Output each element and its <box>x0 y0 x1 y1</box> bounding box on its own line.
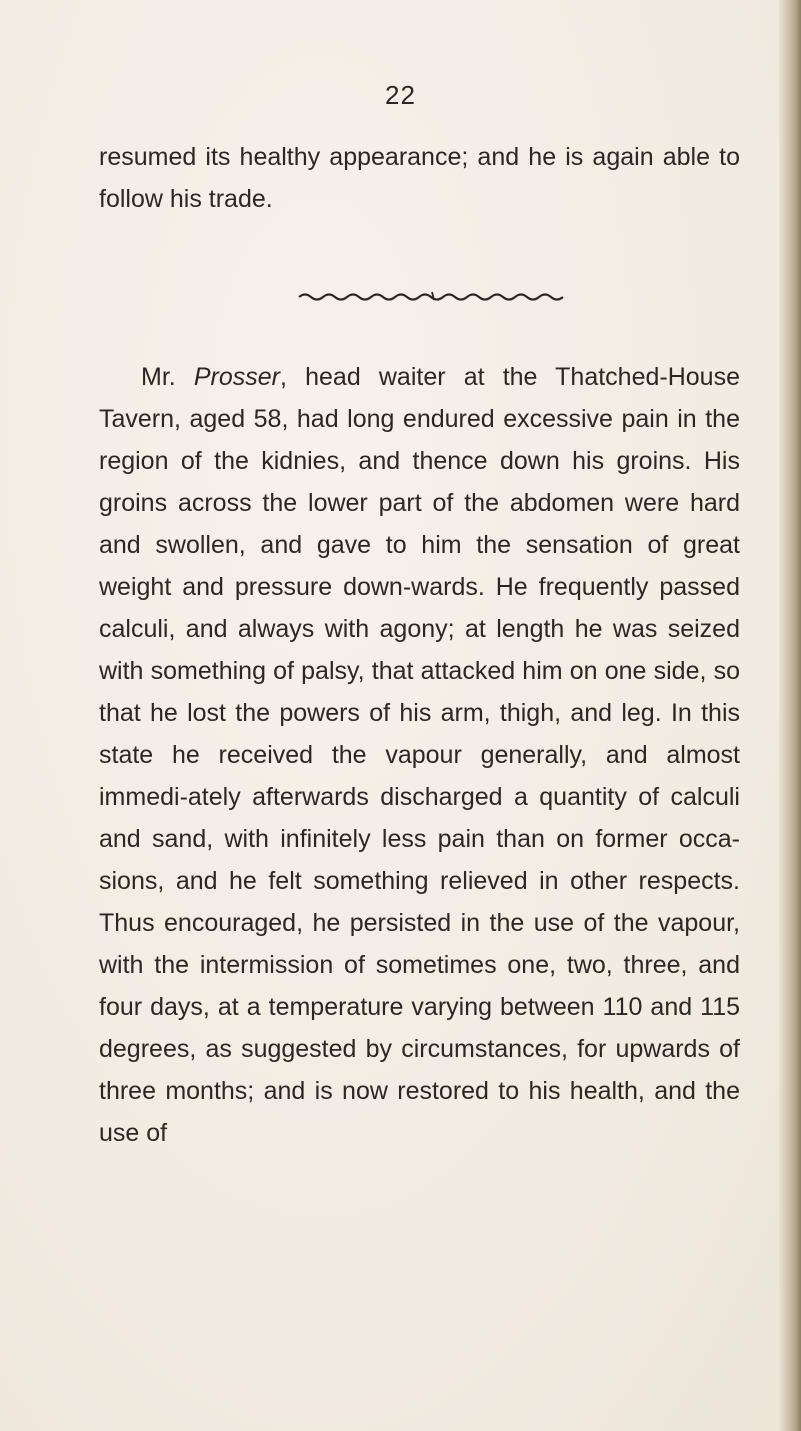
patient-name: Prosser <box>193 363 281 391</box>
title-prefix: Mr. <box>141 363 194 391</box>
page-spine-shadow <box>779 0 801 1431</box>
paragraph-case-prosser <box>99 356 740 1154</box>
paragraph-body: , head waiter at the Thatched-House Tavern, aged 58, had long endured excessive pain in the region of the kidnies, and thence down his groins. His groins across the lower part of the abdomen were hard and swollen, and gave to him the sensation of great weight and pressure down-wards. He frequently passed calculi, and always with agony; at length he was seized with something of palsy, that attacked him on one side, so that he lost the powers of his arm, thigh, and leg. In this state he received the vapour generally, and almost immedi-ately afterwards discharged a quantity of calculi and sand, with infinitely less pain than on former occa-sions, and he felt something relieved in other respects. Thus encouraged, he persisted in the use of the vapour, with the intermission of sometimes one, two, three, and four days, at a temperature varying between 110 and 115 degrees, as suggested by circumstances, for upwards of three months; and is now restored to his health, and the use of <box>99 363 740 1147</box>
paragraph-text: resumed its healthy appearance; and he is again able to follow his trade. <box>99 143 740 213</box>
page-number: 22 <box>385 80 416 110</box>
paragraph-continuation <box>99 136 740 220</box>
decorative-divider <box>297 291 569 301</box>
paragraph-text <box>99 356 740 1154</box>
